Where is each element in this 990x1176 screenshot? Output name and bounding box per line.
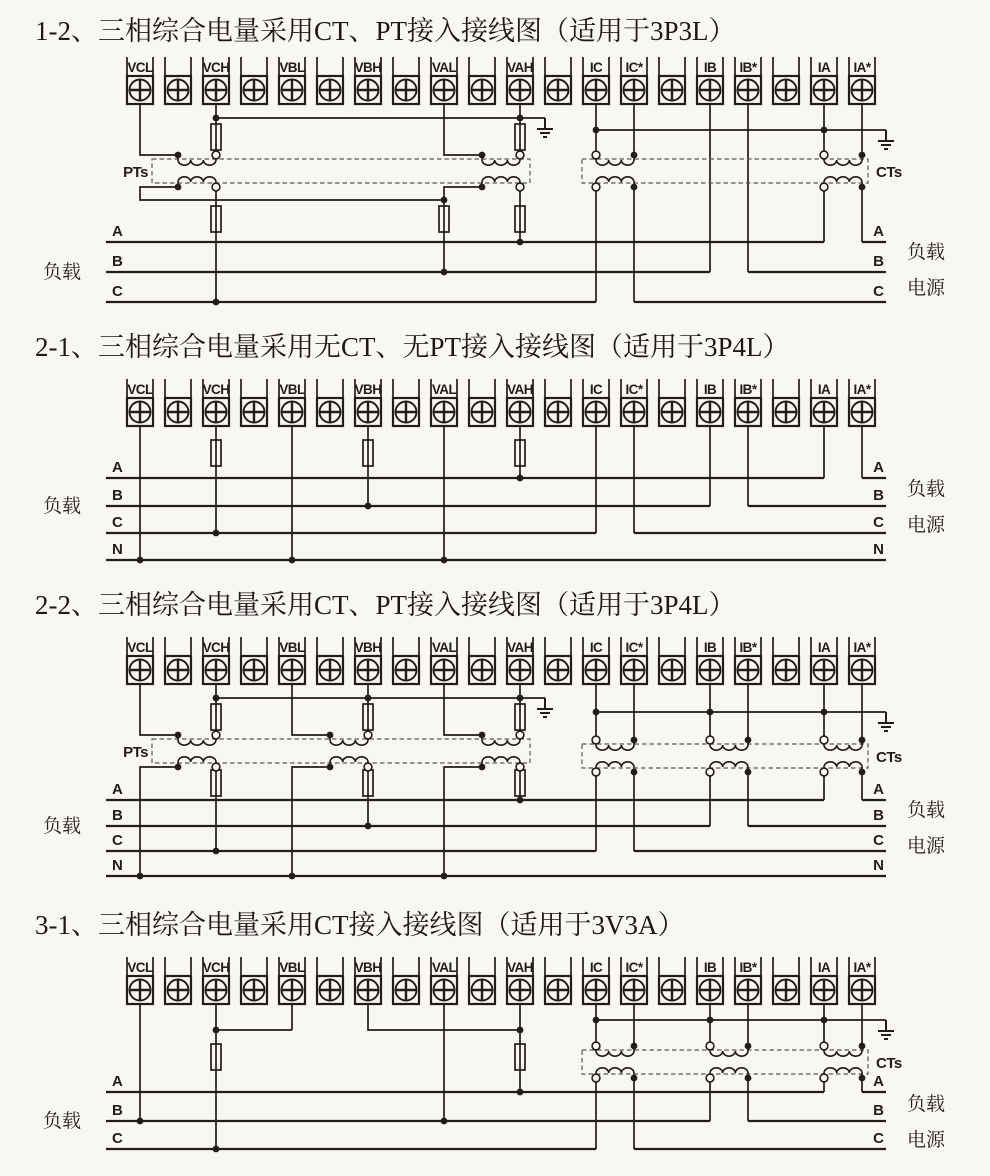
- diagram-2-1-3p4l: [35, 332, 946, 563]
- ct-windings: [596, 740, 862, 772]
- terminal-label: VCL: [127, 382, 153, 397]
- load-source-label: 电源: [906, 1130, 946, 1151]
- terminal: [165, 379, 191, 426]
- bus-label-right: C: [873, 1130, 884, 1147]
- bus-label-left: C: [112, 832, 123, 849]
- bus-lines: [106, 1092, 886, 1149]
- load-source-label: 负载: [906, 800, 946, 821]
- terminal-label: IB*: [739, 382, 757, 397]
- diagram-1-2-3p3l: [35, 16, 946, 305]
- terminal: [545, 379, 571, 426]
- terminal-strip: [127, 379, 875, 426]
- bus-lines: [106, 478, 886, 560]
- section-title: 3-1、三相综合电量采用CT接入接线图（适用于3V3A）: [35, 910, 685, 940]
- bus-labels: [112, 459, 884, 558]
- ground-icons: [537, 698, 894, 731]
- terminal-label: VAL: [431, 382, 457, 397]
- terminal-strip: [127, 637, 875, 684]
- load-label: 负载: [42, 496, 82, 517]
- terminal-label: VAH: [507, 382, 533, 397]
- terminal: [659, 57, 685, 104]
- terminal-label: VBH: [354, 382, 382, 397]
- wires: [140, 684, 886, 876]
- bus-label-right: B: [873, 253, 884, 270]
- ct-windings: [596, 155, 862, 187]
- load-label: 负载: [42, 262, 82, 283]
- terminal: [393, 957, 419, 1004]
- bus-labels: [112, 1073, 884, 1147]
- terminal-label: IA*: [853, 382, 871, 397]
- ground-icon: [537, 698, 553, 717]
- ground-icons: [878, 1020, 894, 1039]
- load-source-label: 电源: [906, 836, 946, 857]
- terminal: [393, 57, 419, 104]
- terminal-label: IB*: [739, 640, 757, 655]
- bus-lines: [106, 800, 886, 876]
- ground-icon: [878, 1020, 894, 1039]
- terminal-label: IB: [703, 382, 717, 397]
- bus-label-right: B: [873, 807, 884, 824]
- terminal: [165, 637, 191, 684]
- junction-dots: [137, 1017, 866, 1153]
- terminal-label: IB*: [739, 60, 757, 75]
- bus-label-left: A: [112, 781, 123, 798]
- polarity-circles: [592, 1042, 828, 1082]
- terminal: [165, 57, 191, 104]
- terminal-label: IA: [817, 60, 831, 75]
- bus-label-right: A: [873, 459, 884, 476]
- terminal-label: VCH: [202, 382, 230, 397]
- terminal-label: IC*: [625, 382, 643, 397]
- terminal: [469, 57, 495, 104]
- terminal-label: VCH: [202, 960, 230, 975]
- section-title: 2-2、三相综合电量采用CT、PT接入接线图（适用于3P4L）: [35, 590, 736, 620]
- terminal: [393, 379, 419, 426]
- terminal: [241, 637, 267, 684]
- terminal: [659, 379, 685, 426]
- terminal-label: VAH: [507, 60, 533, 75]
- terminal-label: VCH: [202, 640, 230, 655]
- ct-label: CTs: [876, 749, 902, 766]
- terminal-label: IB: [703, 60, 717, 75]
- terminal-label: IC*: [625, 60, 643, 75]
- terminal-label: VCL: [127, 960, 153, 975]
- fuses: [211, 124, 525, 232]
- terminal-label: IA*: [853, 960, 871, 975]
- pt-label: PTs: [123, 744, 148, 761]
- bus-label-right: B: [873, 487, 884, 504]
- terminal: [545, 957, 571, 1004]
- terminal: [393, 637, 419, 684]
- load-source-label: 负载: [906, 479, 946, 500]
- ground-icon: [878, 712, 894, 731]
- bus-lines: [106, 242, 886, 302]
- bus-label-right: C: [873, 283, 884, 300]
- terminal: [165, 957, 191, 1004]
- terminal-label: IA*: [853, 60, 871, 75]
- terminal: [659, 637, 685, 684]
- load-source-label: 电源: [906, 278, 946, 299]
- terminal-label: IC*: [625, 960, 643, 975]
- terminal-label: VBL: [279, 382, 305, 397]
- terminal-label: IC: [589, 640, 603, 655]
- pt-windings: [178, 735, 520, 767]
- wires: [140, 426, 862, 560]
- load-label: 负载: [42, 1111, 82, 1132]
- bus-label-right: C: [873, 514, 884, 531]
- terminal-label: IA: [817, 960, 831, 975]
- bus-label-left: A: [112, 1073, 123, 1090]
- polarity-circles: [212, 731, 828, 776]
- wires: [140, 1004, 886, 1149]
- terminal-label: VCL: [127, 60, 153, 75]
- terminal-label: VBL: [279, 640, 305, 655]
- terminal-label: IC: [589, 60, 603, 75]
- bus-label-right: B: [873, 1102, 884, 1119]
- terminal-label: VBL: [279, 960, 305, 975]
- bus-label-right: N: [873, 541, 884, 558]
- junction-dots: [137, 475, 524, 564]
- terminal-label: VBL: [279, 60, 305, 75]
- bus-label-right: A: [873, 223, 884, 240]
- bus-label-left: B: [112, 1102, 123, 1119]
- terminal-label: IC*: [625, 640, 643, 655]
- terminal-strip: [127, 957, 875, 1004]
- ct-label: CTs: [876, 1055, 902, 1072]
- terminal-label: IB: [703, 960, 717, 975]
- terminal-label: VAL: [431, 640, 457, 655]
- load-source-label: 负载: [906, 1094, 946, 1115]
- bus-label-left: C: [112, 514, 123, 531]
- terminal: [545, 57, 571, 104]
- load-source-label: 负载: [906, 242, 946, 263]
- terminal: [317, 57, 343, 104]
- bus-label-right: C: [873, 832, 884, 849]
- terminal-label: IA*: [853, 640, 871, 655]
- terminal: [469, 957, 495, 1004]
- terminal: [659, 957, 685, 1004]
- section-title: 2-1、三相综合电量采用无CT、无PT接入接线图（适用于3P4L）: [35, 332, 790, 362]
- bus-label-left: B: [112, 253, 123, 270]
- terminal-label: VAL: [431, 60, 457, 75]
- ground-icon: [537, 118, 553, 137]
- terminal-label: VAH: [507, 640, 533, 655]
- terminal-label: VAH: [507, 960, 533, 975]
- terminal: [773, 379, 799, 426]
- fuses: [211, 1044, 525, 1070]
- bus-label-left: B: [112, 807, 123, 824]
- ground-icon: [878, 130, 894, 149]
- bus-label-left: C: [112, 283, 123, 300]
- terminal-label: VBH: [354, 960, 382, 975]
- ct-windings: [596, 1046, 862, 1078]
- bus-label-left: N: [112, 541, 123, 558]
- bus-label-right: A: [873, 1073, 884, 1090]
- bus-label-left: N: [112, 857, 123, 874]
- section-title: 1-2、三相综合电量采用CT、PT接入接线图（适用于3P3L）: [35, 16, 736, 46]
- terminal: [317, 379, 343, 426]
- terminal: [241, 379, 267, 426]
- fuses: [211, 440, 525, 466]
- diagram-2-2-3p4l: [35, 590, 946, 879]
- terminal: [469, 379, 495, 426]
- terminal: [773, 637, 799, 684]
- bus-label-left: A: [112, 459, 123, 476]
- diagram-3-1-3v3a: [35, 910, 946, 1152]
- bus-label-left: A: [112, 223, 123, 240]
- terminal-label: VAL: [431, 960, 457, 975]
- terminal-label: VCL: [127, 640, 153, 655]
- terminal: [545, 637, 571, 684]
- terminal-label: IC: [589, 960, 603, 975]
- terminal-label: VBH: [354, 640, 382, 655]
- terminal: [317, 957, 343, 1004]
- pt-windings: [178, 155, 520, 187]
- pt-label: PTs: [123, 164, 148, 181]
- terminal-label: IB*: [739, 960, 757, 975]
- terminal: [773, 957, 799, 1004]
- terminal: [317, 637, 343, 684]
- bus-label-left: B: [112, 487, 123, 504]
- bus-label-right: A: [873, 781, 884, 798]
- terminal-strip: [127, 57, 875, 104]
- load-source-label: 电源: [906, 515, 946, 536]
- terminal: [241, 957, 267, 1004]
- load-label: 负载: [42, 816, 82, 837]
- ground-icons: [537, 118, 894, 149]
- terminal-label: VBH: [354, 60, 382, 75]
- terminal: [773, 57, 799, 104]
- bus-label-left: C: [112, 1130, 123, 1147]
- fuses: [211, 704, 525, 796]
- pt-group-box: [152, 159, 530, 183]
- terminal-label: IA: [817, 640, 831, 655]
- terminal-label: IB: [703, 640, 717, 655]
- polarity-circles: [212, 151, 828, 191]
- terminal: [241, 57, 267, 104]
- bus-label-right: N: [873, 857, 884, 874]
- bus-labels: [112, 781, 884, 874]
- ct-label: CTs: [876, 164, 902, 181]
- terminal: [469, 637, 495, 684]
- terminal-label: VCH: [202, 60, 230, 75]
- bus-labels: [112, 223, 884, 300]
- terminal-label: IA: [817, 382, 831, 397]
- terminal-label: IC: [589, 382, 603, 397]
